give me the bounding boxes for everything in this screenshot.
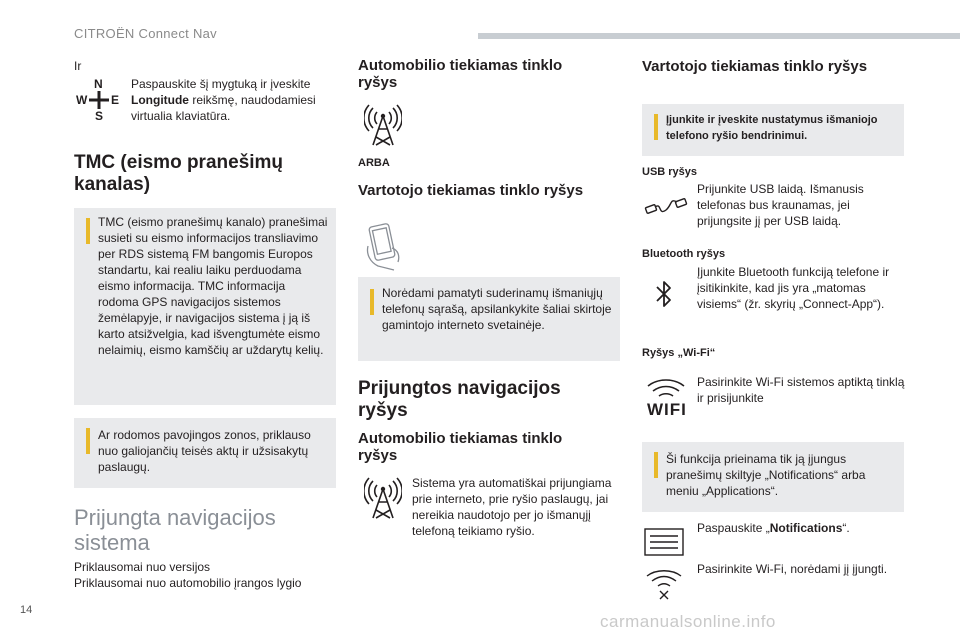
notifications-note-text: Ši funkcija prieinama tik ją įjungus pranešimų skiltyje „Notifications“ arba meniu „Applications“. <box>666 452 866 498</box>
user-network-title: Vartotojo tiekiamas tinklo ryšys <box>358 182 584 199</box>
arba-label: ARBA <box>358 157 390 169</box>
equipment-line: Priklausomai nuo automobilio įrangos lygio <box>74 576 302 590</box>
wifi-off-icon <box>644 568 684 602</box>
danger-note-box <box>74 418 336 488</box>
danger-note-text: Ar rodomos pavojingos zonos, priklauso nuo galiojančių teisės aktų ir užsisakytų paslaugų. <box>98 428 311 474</box>
bluetooth-label: Bluetooth ryšys <box>642 248 726 260</box>
compass-s: S <box>95 109 104 123</box>
compass-n: N <box>94 77 103 91</box>
user-network-title-col3: Vartotojo tiekiamas tinklo ryšys <box>642 58 868 75</box>
note-marker <box>370 289 374 315</box>
watermark: carmanualsonline.info <box>600 612 776 631</box>
notifications-list-icon <box>644 528 684 556</box>
usb-cable-icon <box>644 192 688 220</box>
tmc-note-text: TMC (eismo pranešimų kanalo) pranešimai susieti su eismo informacijos transliavimo per RDS sistemą FM bangomis Europos standartu, kai realiu laiku perduodama eismo informacija. TMC informacija rodoma GPS navigacijos sistemos žemėlapyje, ir navigacijos sistema į ją iš karto atsižvelgia, kad išvengtumėte eismo nelaimių, eismo kamščių ar uždarytų kelių. <box>98 215 328 357</box>
tmc-title: TMC (eismo pranešimų kanalas) <box>74 152 284 195</box>
header-title: CITROËN Connect Nav <box>74 26 217 41</box>
enable-note-box <box>642 104 904 156</box>
vehicle-network-title-2: Automobilio tiekiamas tinklo ryšys <box>358 430 563 464</box>
bluetooth-icon <box>654 278 674 310</box>
wifi-enable-text: Pasirinkite Wi-Fi, norėdami jį įjungti. <box>697 562 888 576</box>
press-notifications-text: Paspauskite „Notifications“. <box>697 521 850 535</box>
enable-note-text: Įjunkite ir įveskite nustatymus išmaniojo telefono ryšio bendrinimui. <box>666 114 878 142</box>
version-line: Priklausomai nuo versijos <box>74 560 211 574</box>
compass-cross-icon <box>87 89 111 111</box>
ir-label: Ir <box>74 59 82 73</box>
connected-nav-title: Prijungta navigacijos sistema <box>74 505 276 555</box>
longitude-text: Paspauskite šį mygtuką ir įveskite Longitude reikšmę, naudodamiesi virtualia klaviatūra. <box>131 77 316 123</box>
tmc-note-box <box>74 208 336 405</box>
compass-icon <box>76 78 126 122</box>
phone-note-text: Norėdami pamatyti suderinamų išmaniųjų telefonų sąrašą, apsilankykite šaliai skirtoje gamintojo interneto svetainėje. <box>382 286 612 332</box>
bluetooth-text: Įjunkite Bluetooth funkciją telefone ir įsitikinkite, kad jis yra „matomas visiems“ (žr. skyrių „Connect-App“). <box>697 265 890 311</box>
note-marker <box>654 452 658 478</box>
wifi-logo-text: WIFI <box>647 400 687 419</box>
header-bar <box>478 33 960 39</box>
note-marker <box>86 428 90 454</box>
usb-label: USB ryšys <box>642 166 698 178</box>
notifications-note-box <box>642 442 904 512</box>
antenna-icon <box>364 477 402 519</box>
smartphone-hand-icon <box>364 222 406 272</box>
page-number: 14 <box>20 604 33 616</box>
phone-note-box <box>358 277 620 361</box>
antenna-icon <box>364 104 402 146</box>
wifi-logo-icon <box>644 378 688 420</box>
compass-e: E <box>111 93 120 107</box>
wifi-label: Ryšys „Wi-Fi“ <box>642 347 716 359</box>
note-marker <box>86 218 90 244</box>
vehicle-network-title: Automobilio tiekiamas tinklo ryšys <box>358 57 563 91</box>
wifi-text: Pasirinkite Wi-Fi sistemos aptiktą tinklą ir prisijunkite <box>697 375 905 405</box>
auto-connect-text: Sistema yra automatiškai prijungiama prie interneto, prie ryšio paslaugų, jai nereikia naudotojo per jo išmanųjį telefoną teikiamo ryšio. <box>412 476 612 538</box>
connected-navigation-title: Prijungtos navigacijos ryšys <box>358 378 561 421</box>
note-marker <box>654 114 658 140</box>
compass-w: W <box>76 93 88 107</box>
usb-text: Prijunkite USB laidą. Išmanusis telefonas bus kraunamas, jei prijungsite jį per USB laidą. <box>697 182 864 228</box>
